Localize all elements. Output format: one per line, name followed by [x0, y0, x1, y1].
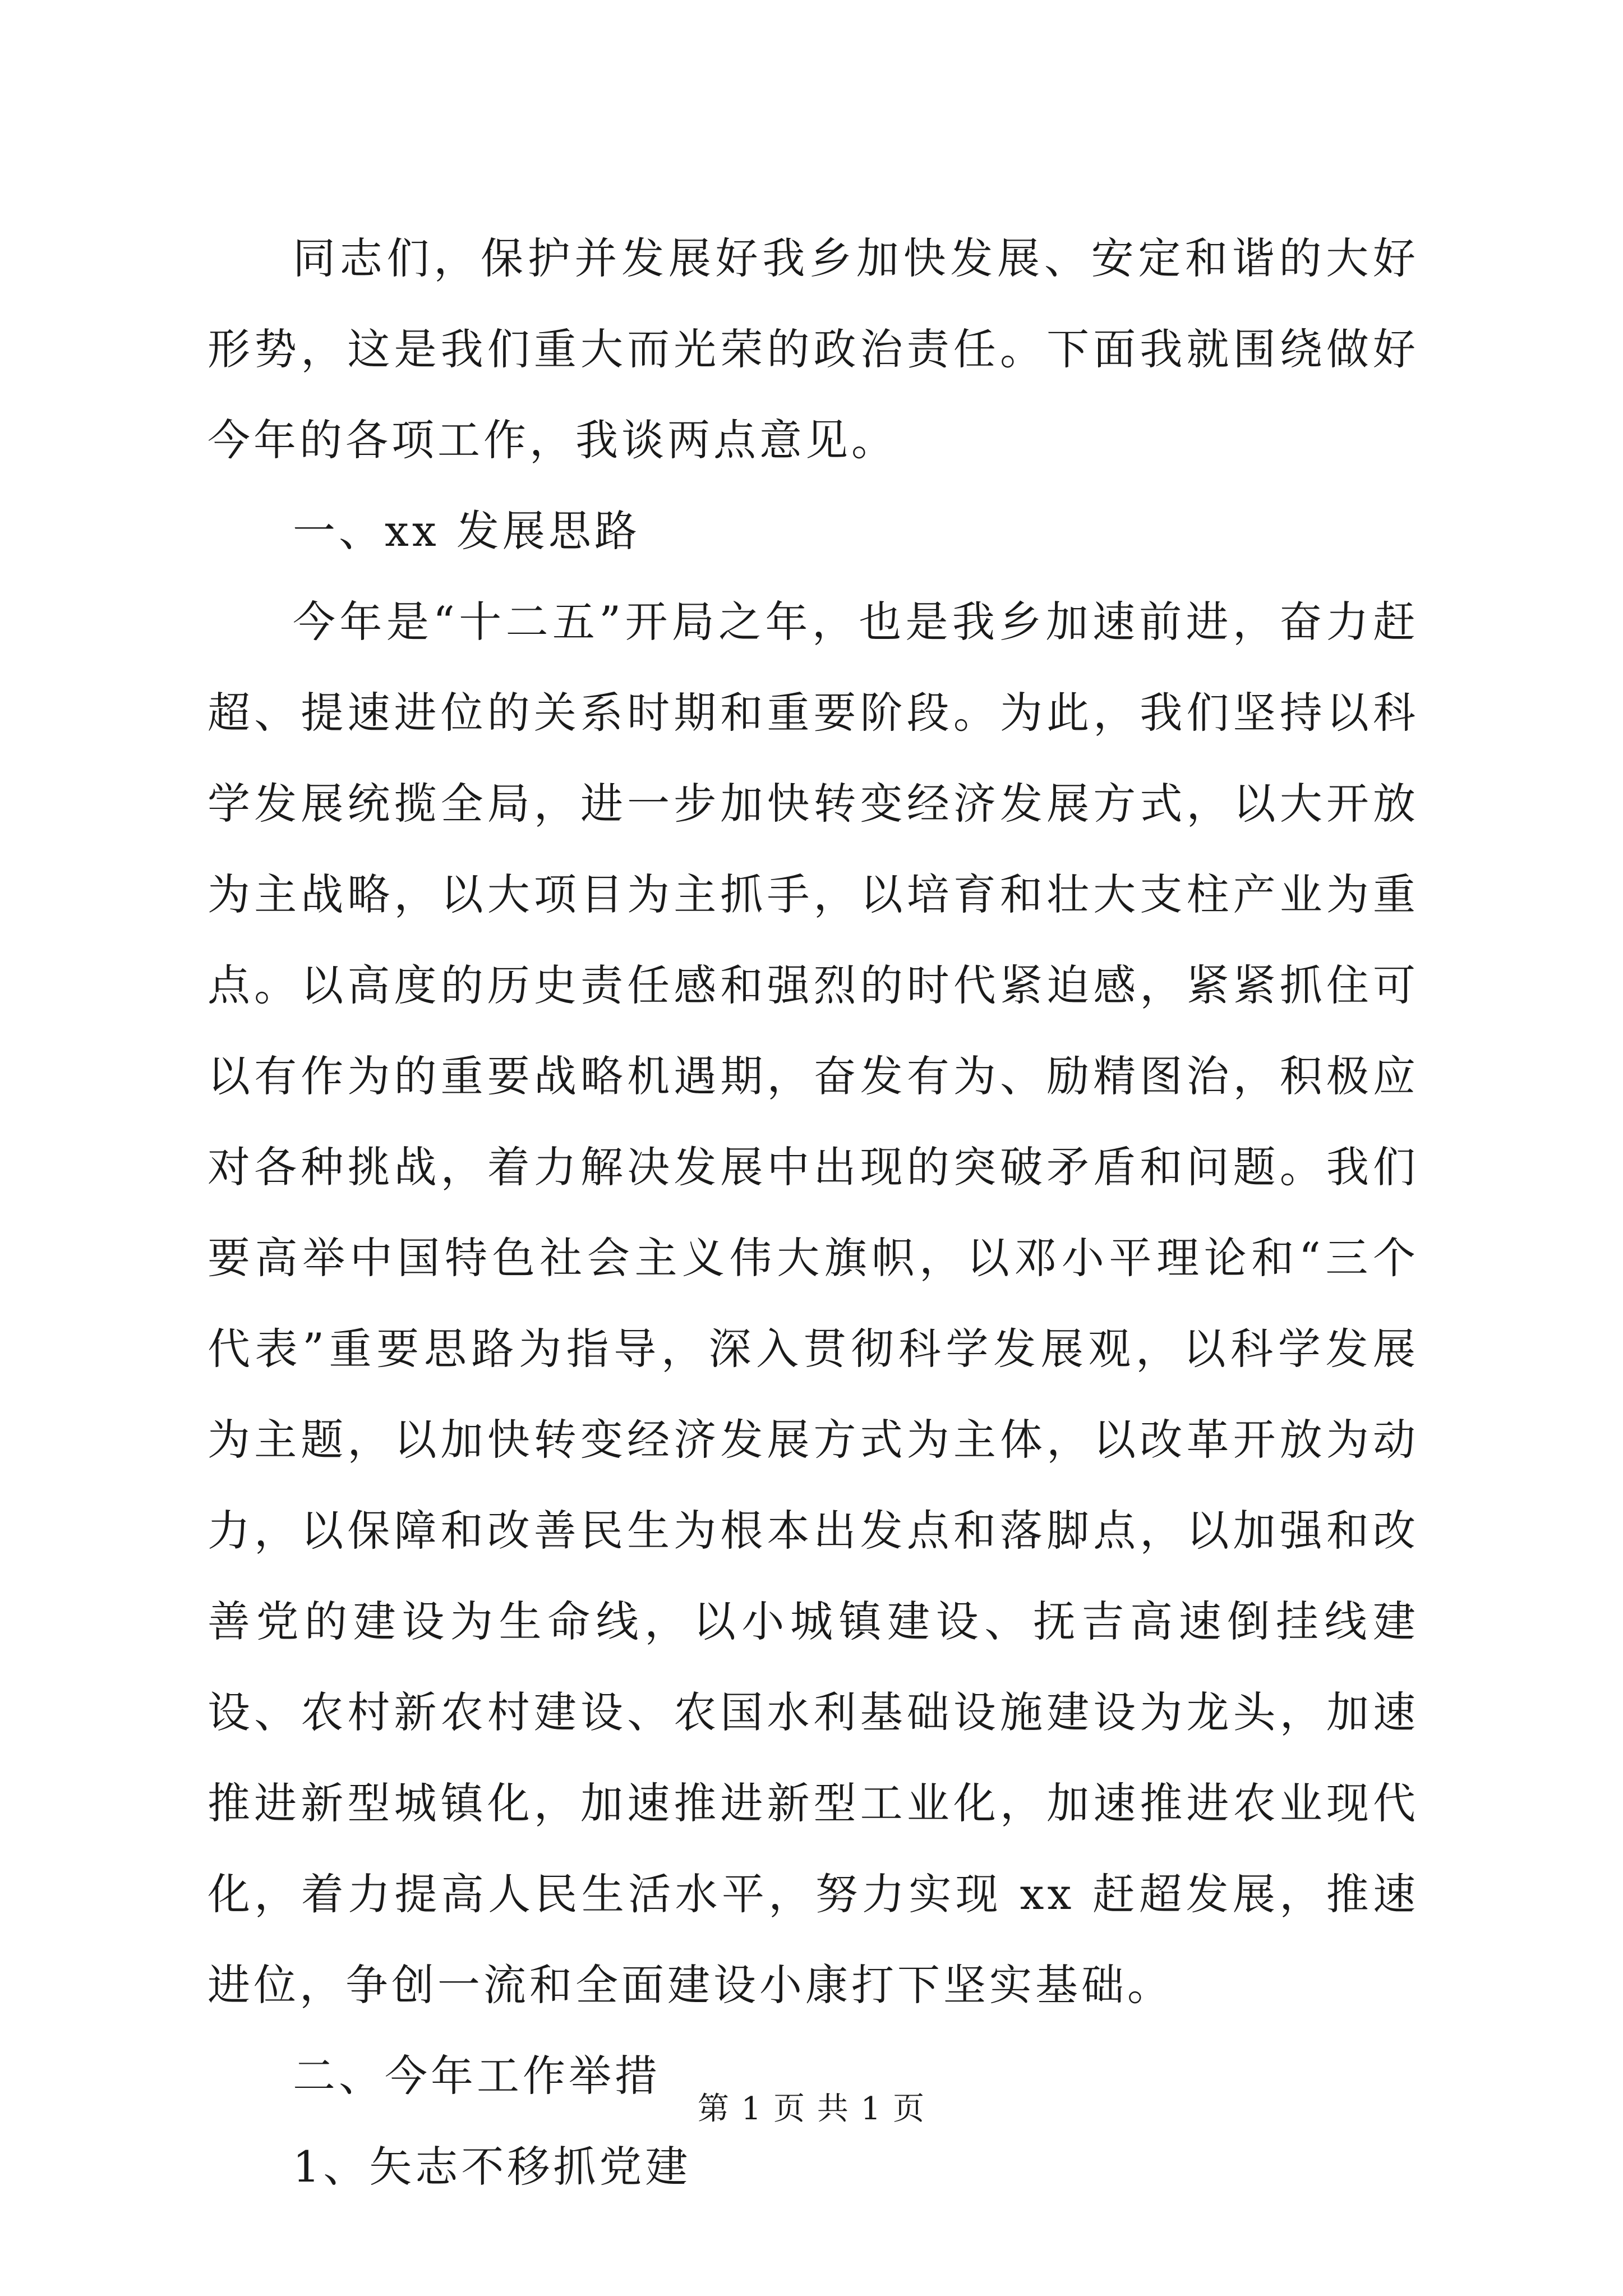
paragraph-intro: 同志们，保护并发展好我乡加快发展、安定和谐的大好形势，这是我们重大而光荣的政治责任。下面我就围绕做好今年的各项工作，我谈两点意见。	[208, 233, 1419, 465]
section-heading-2: 二、今年工作举措	[293, 2051, 661, 2101]
document-body	[208, 213, 1419, 2212]
page-footer: 第 1 页 共 1 页	[697, 2091, 926, 2127]
section-heading-1: 一、xx 发展思路	[293, 506, 640, 556]
paragraph-development-ideas: 今年是“十二五”开局之年，也是我乡加速前进，奋力赶超、提速进位的关系时期和重要阶段。为此，我们坚持以科学发展统揽全局，进一步加快转变经济发展方式，以大开放为主战略，以大项目为主抓手，以培育和壮大支柱产业为重点。以高度的历史责任感和强烈的时代紧迫感，紧紧抓住可以有作为的重要战略机遇期，奋发有为、励精图治，积极应对各种挑战，着力解决发展中出现的突破矛盾和问题。我们要高举中国特色社会主义伟大旗帜，以邓小平理论和“三个代表”重要思路为指导，深入贯彻科学发展观，以科学发展为主题，以加快转变经济发展方式为主体，以改革开放为动力，以保障和改善民生为根本出发点和落脚点，以加强和改善党的建设为生命线，以小城镇建设、抚吉高速倒挂线建设、农村新农村建设、农国水利基础设施建设为龙头，加速推进新型城镇化，加速推进新型工业化，加速推进农业现代化，着力提高人民生活水平，努力实现 xx 赶超发展，推速进位，争创一流和全面建设小康打下坚实基础。	[208, 597, 1419, 2010]
subsection-heading-1: 1、矢志不移抓党建	[293, 2142, 691, 2192]
